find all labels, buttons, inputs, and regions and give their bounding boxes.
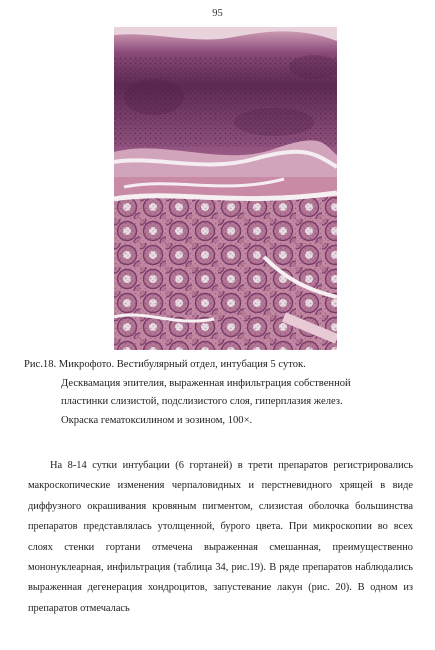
paragraph-text: На 8-14 сутки интубации (6 гортаней) в трети препаратов регистрировались макроскопические изменения черпаловидных и перстневидного хрящей в виде диффузного окрашивания кровяным пигментом, слизистая оболочка большинства препаратов представлялась утолщенной, бурого цвета. При микроскопии во всех слоях стенки гортани отмечена выраженная смешанная, преимущественно мононуклеарная, инфильтрация (таблица 34, рис.19). В ряде препаратов наблюдались выраженная дегенерация хондроцитов, запустевание лакун (рис. 20). В одном из препаратов отмечалась xyxy=(28,460,413,614)
figure-caption xyxy=(24,356,400,430)
micrograph-image xyxy=(114,27,337,350)
body-paragraph xyxy=(28,456,413,619)
caption-line-1: Рис.18. Микрофото. Вестибулярный отдел, интубация 5 суток. xyxy=(24,359,306,370)
caption-line-3: пластинки слизистой, подслизистого слоя, гиперплазия желез. xyxy=(61,396,343,407)
caption-line-4: Окраска гематоксилином и эозином, 100×. xyxy=(61,414,253,426)
caption-line-2: Десквамация эпителия, выраженная инфильтрация собственной xyxy=(61,377,351,389)
page-number: 95 xyxy=(212,8,223,19)
histology-micrograph xyxy=(114,27,337,350)
